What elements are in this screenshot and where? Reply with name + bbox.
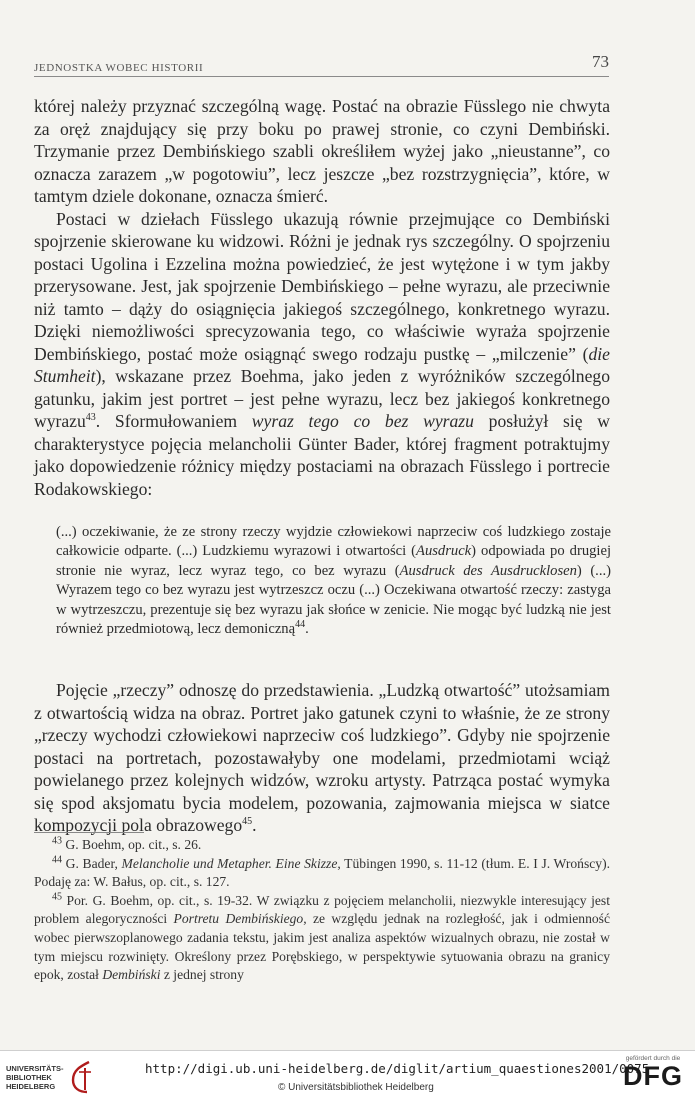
- footnote-rule: [34, 832, 144, 833]
- block-quote: [56, 523, 611, 639]
- dfg-logo[interactable]: [623, 1055, 683, 1090]
- paragraph-2: Postaci w dziełach Füsslego ukazują równie przejmujące co Dembiński spojrzenie skierowane ku widzowi. Różni je jednak rys szczególny. O spojrzeniu postaci Ugolina i Ezzelina można powiedzieć, że jest wytężone i w tym jakby przerysowane. Jest, jak spojrzenie Dembińskiego – pełne wyrazu, ale przeciwnie niż tamto – dąży do osiągnięcia jakiegoś szczególnego, konkretnego wyrazu. Dzięki niemożliwości sprecyzowania tego, co właściwie wyraża spojrzenie Dembińskiego, postać może osiągnąć swego rodzaju pustkę – „milczenie” (die Stumheit), wskazane przez Boehma, jako jeden z wyróżników szczególnego gatunku, jakim jest portret – jest pełne wyrazu, lecz bez jakiegoś konkretnego wyrazu$^{43}$. Sformułowaniem wyraz tego co bez wyrazu posłużył się w charakterystyce pojęcia melancholii Günter Bader, której fragment potraktujmy jako dopowiedzenie różnicy między postaciami na obrazach Füsslego i portrecie Rodakowskiego:: [34, 208, 610, 499]
- page-number: 73: [592, 52, 609, 71]
- library-name: [6, 1064, 64, 1091]
- footnote-44: $^{44}$ G. Bader, Melancholie und Metapher. Eine Skizze, Tübingen 1990, s. 11-12 (tłum. E. I J. Wrońscy). Podaję za: W. Bałus, op. cit., s. 127.: [34, 854, 610, 890]
- main-text-block-2: [34, 679, 610, 837]
- paragraph-1: której należy przyznać szczególną wagę. Postać na obrazie Füsslego nie chwyta za oręż znajdujący się przy boku po prawej stronie, co czyni Dembiński. Trzymanie przez Dembińskiego szabli określiłem wyżej jako „nieustanne”, co oznacza zarazem „w pogotowiu”, lecz jeszcze „bez rozstrzygnięcia”, które, w tamtym dziele dokonane, oznacza śmierć.: [34, 96, 610, 206]
- dfg-wordmark: DFG: [623, 1061, 683, 1091]
- footnote-45: $^{45}$ Por. G. Boehm, op. cit., s. 19-32. W związku z pojęciem melancholii, niezwykle interesujący jest problem alegoryczności Portretu Dembińskiego, ze względu jednak na rozległość, jak i odmienność wobec pierwszoplanowego zadania tekstu, jakim jest analiza aspektów wizualnych obrazu, nie został w tym miejscu rozwinięty. Określony przez Porębskiego, w perspektywie sytuowania obrazu na granicy epok, został Dembiński z jednej strony: [34, 891, 610, 983]
- quote-text: (...) oczekiwanie, że ze strony rzeczy wyjdzie człowiekowi naprzeciw coś ludzkiego zostaje całkowicie odparte. (...) Ludzkiemu wyrazowi i otwartości (Ausdruck) odpowiada po drugiej stronie nie wyraz, lecz wyraz tego, co bez wyrazu (Ausdruck des Ausdrucklosen) (...) Wyrazem tego co bez wyrazu jest wytrzeszcz oczu (...) Oczekiwana otwartość rzeczy: zastyga w wytrzeszczu, prezentuje się bez wyrazu jak słońce w zenicie. Nie mogąc być ludzką nie jest również przedmiotową, lecz demoniczną$^{44}$.: [56, 524, 611, 638]
- library-logo[interactable]: [6, 1059, 110, 1095]
- permalink-url[interactable]: http://digi.ub.uni-heidelberg.de/diglit/artium_quaestiones2001/0075: [145, 1061, 650, 1076]
- footnote-43: $^{43}$ G. Boehm, op. cit., s. 26.: [52, 835, 202, 852]
- library-name-line-2: BIBLIOTHEK: [6, 1072, 52, 1082]
- library-emblem-icon: [67, 1060, 93, 1094]
- dfg-caption: gefördert durch die: [625, 1055, 681, 1062]
- library-name-line-1: UNIVERSITÄTS-: [6, 1063, 64, 1073]
- main-text-block: [34, 95, 610, 500]
- paragraph-3: Pojęcie „rzeczy” odnoszę do przedstawienia. „Ludzką otwartość” utożsamiam z otwartością widza na obraz. Portret jako gatunek czyni to właśnie, że ze strony „rzeczy wychodzi człowiekowi naprzeciw coś ludzkiego”. Gdyby nie spojrzenie postaci na portretach, pozostawałyby one modelami, przedmiotami wciąż powielanego przez kolejnych widzów, wzroku artysty. Patrząca postać wymyka się spod aksjomatu bycia modelem, pozowania, zajmowania miejsca w siatce kompozycji pola obrazowego$^{45}$.: [34, 680, 610, 835]
- footnotes: [34, 836, 610, 985]
- viewer-footer: [0, 1050, 695, 1104]
- library-name-line-3: HEIDELBERG: [6, 1081, 56, 1091]
- header-rule: [34, 76, 609, 77]
- copyright-notice: © Universitätsbibliothek Heidelberg: [278, 1082, 434, 1093]
- running-head: JEDNOSTKA WOBEC HISTORII: [34, 62, 204, 74]
